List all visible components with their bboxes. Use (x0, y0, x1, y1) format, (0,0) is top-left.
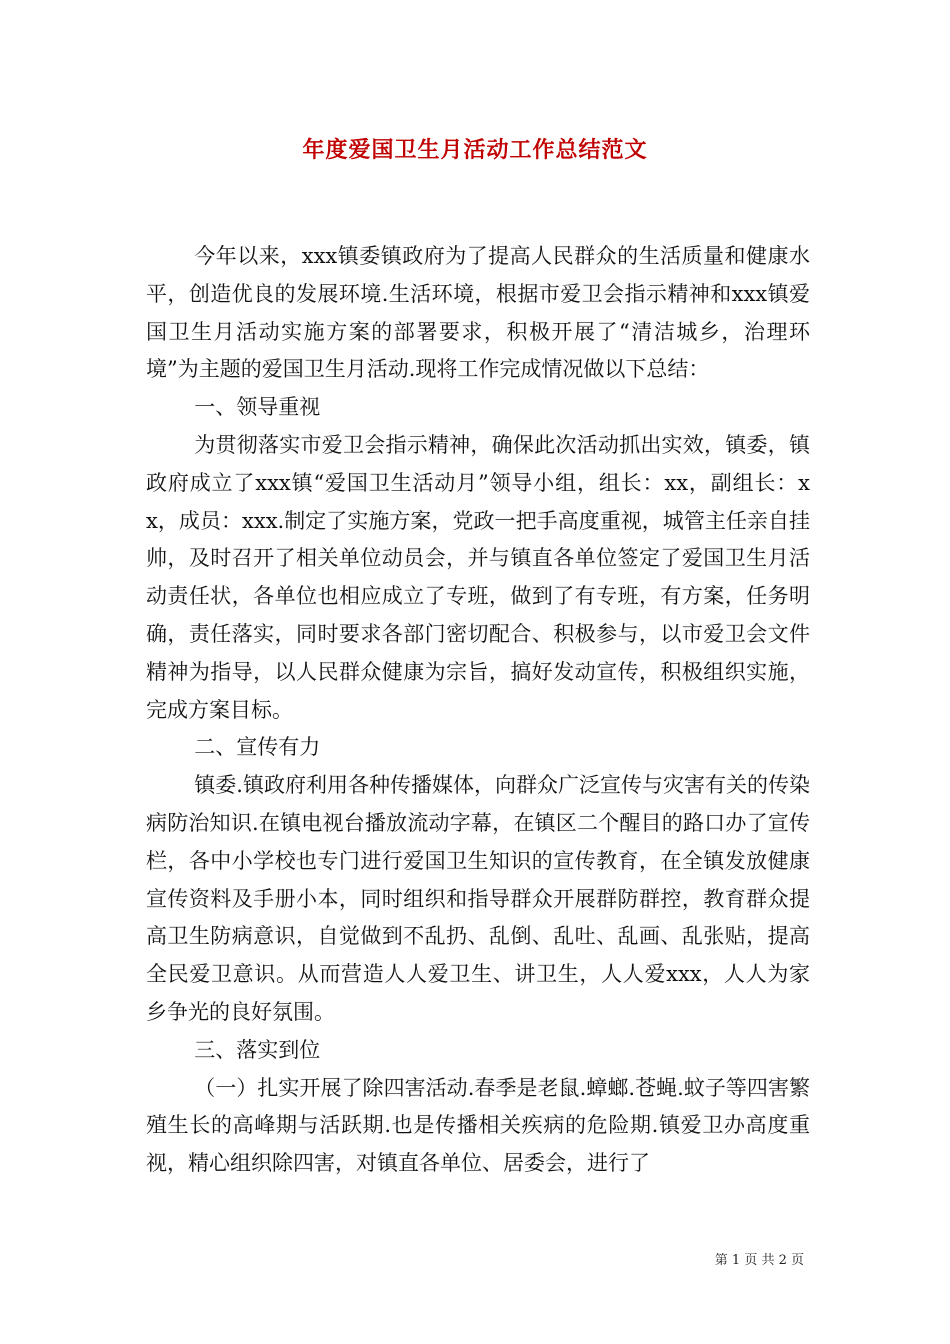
document-title: 年度爱国卫生月活动工作总结范文 (302, 137, 648, 163)
section-heading-leadership: 一、领导重视 (194, 395, 321, 420)
section-heading-publicity: 二、宣传有力 (194, 735, 321, 760)
paragraph-intro: 今年以来，xxx镇委镇政府为了提高人民群众的生活质量和健康水平，创造优良的发展环境.生活环境，根据市爱卫会指示精神和xxx镇爱国卫生月活动实施方案的部署要求，积极开展了“清洁城乡，治理环境”为主题的爱国卫生月活动.现将工作完成情况做以下总结： (146, 244, 810, 382)
section-heading-implementation: 三、落实到位 (194, 1037, 321, 1062)
page-number-footer: 第 1 页 共 2 页 (714, 1253, 804, 1268)
paragraph-leadership: 为贯彻落实市爱卫会指示精神，确保此次活动抓出实效，镇委，镇政府成立了xxx镇“爱国卫生活动月”领导小组，组长：xx，副组长：xx，成员：xxx.制定了实施方案，党政一把手高度重视，城管主任亲自挂帅，及时召开了相关单位动员会，并与镇直各单位签定了爱国卫生月活动责任状，各单位也相应成立了专班，做到了有专班，有方案，任务明确，责任落实，同时要求各部门密切配合、积极参与，以市爱卫会文件精神为指导，以人民群众健康为宗旨，搞好发动宣传，积极组织实施，完成方案目标。 (146, 432, 810, 722)
paragraph-implementation: （一）扎实开展了除四害活动.春季是老鼠.蟑螂.苍蝇.蚊子等四害繁殖生长的高峰期与活跃期.也是传播相关疾病的危险期.镇爱卫办高度重视，精心组织除四害，对镇直各单位、居委会，进行了 (146, 1075, 810, 1176)
paragraph-publicity: 镇委.镇政府利用各种传播媒体，向群众广泛宣传与灾害有关的传染病防治知识.在镇电视台播放流动字幕，在镇区二个醒目的路口办了宣传栏，各中小学校也专门进行爱国卫生知识的宣传教育，在全镇发放健康宣传资料及手册小本，同时组织和指导群众开展群防群控，教育群众提高卫生防病意识，自觉做到不乱扔、乱倒、乱吐、乱画、乱张贴，提高全民爱卫意识。从而营造人人爱卫生、讲卫生，人人爱xxx，人人为家乡争光的良好氛围。 (146, 773, 810, 1024)
document-body (146, 238, 810, 1183)
